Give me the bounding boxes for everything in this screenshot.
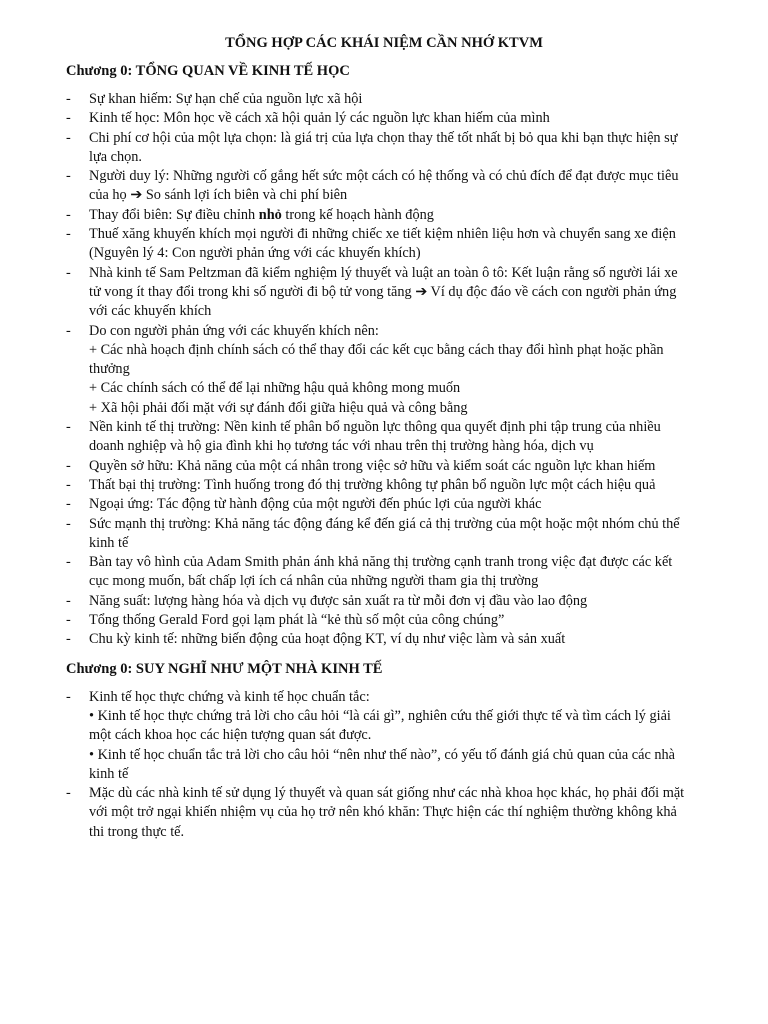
list-item: [0, 553, 768, 592]
dash-bullet: -: [66, 419, 71, 436]
dash-bullet: -: [66, 129, 71, 146]
list-item: [0, 206, 768, 225]
list-item-text: Bàn tay vô hình của Adam Smith phản ánh khả năng thị trường cạnh tranh trong việc đạt được các kết cục mong muốn, bất chấp lợi ích cá nhân của những người tham gia thị trường: [89, 554, 673, 590]
list-item-text: Sức mạnh thị trường: Khả năng tác động đáng kể đến giá cả thị trường của một hoặc một nhóm chủ thể kinh tế: [89, 515, 680, 551]
list-item: [0, 264, 768, 322]
list-item: [0, 630, 768, 649]
list-item: [0, 592, 768, 611]
list-item: [0, 688, 768, 784]
list-item-text: Thay đổi biên: Sự điều chỉnh: [89, 206, 259, 223]
list-item: [0, 495, 768, 514]
dash-bullet: -: [66, 226, 71, 243]
list-item: [0, 457, 768, 476]
document-title: TỔNG HỢP CÁC KHÁI NIỆM CẦN NHỚ KTVM: [225, 35, 543, 51]
dash-bullet: -: [66, 785, 71, 802]
list-item-text: Kinh tế học: Môn học về cách xã hội quản lý các nguồn lực khan hiếm của mình: [89, 110, 550, 127]
section-list-1: [0, 90, 768, 650]
list-item-line: Kinh tế học thực chứng và kinh tế học chuẩn tắc:: [89, 688, 370, 705]
list-item-text: Chi phí cơ hội của một lựa chọn: là giá trị của lựa chọn thay thế tốt nhất bị bỏ qua khi bạn thực hiện sự lựa chọn.: [89, 129, 678, 165]
dash-bullet: -: [66, 554, 71, 571]
dash-bullet: -: [66, 168, 71, 185]
list-item-text: Sự khan hiếm: Sự hạn chế của nguồn lực xã hội: [89, 91, 363, 107]
list-item-text: Thuế xăng khuyến khích mọi người đi những chiếc xe tiết kiệm nhiên liệu hơn và chuyển sang xe điện (Nguyên lý 4: Con người phản ứng với các khuyến khích): [89, 226, 676, 262]
list-item-text: Năng suất: lượng hàng hóa và dịch vụ được sản xuất ra từ mỗi đơn vị đầu vào lao động: [89, 592, 588, 609]
list-item-line: • Kinh tế học chuẩn tắc trả lời cho câu hỏi “nên như thế nào”, có yếu tố đánh giá chủ quan của các nhà kinh tế: [89, 746, 676, 782]
list-item-line: Do con người phản ứng với các khuyến khích nên:: [89, 322, 379, 339]
list-item: [0, 476, 768, 495]
list-item-line: • Kinh tế học thực chứng trả lời cho câu hỏi “là cái gì”, nghiên cứu thế giới thực tế và tìm cách lý giải một cách khoa học các hiện tượng quan sát được.: [89, 707, 671, 744]
dash-bullet: -: [66, 515, 71, 532]
list-item-line: + Các chính sách có thể để lại những hậu quả không mong muốn: [89, 380, 461, 397]
list-item-text: Chu kỳ kinh tế: những biến động của hoạt động KT, ví dụ như việc làm và sản xuất: [89, 631, 566, 648]
dash-bullet: -: [66, 496, 71, 513]
emphasis-text: nhỏ: [258, 206, 282, 223]
list-item: [0, 611, 768, 630]
list-item-text: Người duy lý: Những người cố gắng hết sức một cách có hệ thống và có chủ đích để đạt được mục tiêu của họ ➔ So sánh lợi ích biên và chi phí biên: [89, 168, 679, 204]
dash-bullet: -: [66, 206, 71, 223]
list-item-line: + Các nhà hoạch định chính sách có thể thay đổi các kết cục bằng cách thay đổi hình phạt hoặc phần thưởng: [89, 341, 664, 378]
list-item: [0, 225, 768, 264]
list-item-line: + Xã hội phải đối mặt với sự đánh đổi giữa hiệu quả và công bằng: [89, 399, 468, 416]
dash-bullet: -: [66, 631, 71, 648]
dash-bullet: -: [66, 688, 71, 705]
list-item-text: Quyền sở hữu: Khả năng của một cá nhân trong việc sở hữu và kiểm soát các nguồn lực khan hiếm: [89, 457, 656, 474]
list-item-text: Tổng thống Gerald Ford gọi lạm phát là “kẻ thù số một của công chúng”: [89, 612, 505, 629]
list-item-text: Mặc dù các nhà kinh tế sử dụng lý thuyết và quan sát giống như các nhà khoa học khác, họ phải đối mặt với một trở ngại khiến nhiệm vụ của họ trở nên khó khăn: Thực hiện các thí nghiệm thường không khả thi trong thực tế.: [89, 785, 685, 840]
list-item-text: Nền kinh tế thị trường: Nền kinh tế phân bổ nguồn lực thông qua quyết định phi tập trung của nhiều doanh nghiệp và hộ gia đình khi họ tương tác với nhau trên thị trường hàng hóa, dịch vụ: [89, 419, 661, 455]
dash-bullet: -: [66, 592, 71, 609]
dash-bullet: -: [66, 457, 71, 474]
list-item-text: Thất bại thị trường: Tình huống trong đó thị trường không tự phân bổ nguồn lực một cách hiệu quả: [89, 476, 656, 493]
list-item: [0, 322, 768, 418]
section-list-2: [0, 688, 768, 842]
dash-bullet: -: [66, 264, 71, 281]
dash-bullet: -: [66, 322, 71, 339]
list-item: [0, 784, 768, 842]
list-item: [0, 167, 768, 206]
list-item-text: Ngoại ứng: Tác động từ hành động của một người đến phúc lợi của người khác: [89, 496, 542, 513]
dash-bullet: -: [66, 476, 71, 493]
dash-bullet: -: [66, 91, 71, 107]
list-item-text: Nhà kinh tế Sam Peltzman đã kiểm nghiệm lý thuyết và luật an toàn ô tô: Kết luận rằng số người lái xe tử vong ít thay đổi trong khi số người đi bộ tử vong tăng ➔ Ví dụ độc đáo về cách con người phản ứng với các khuyến khích: [89, 264, 678, 320]
dash-bullet: -: [66, 612, 71, 629]
list-item: [0, 109, 768, 128]
dash-bullet: -: [66, 110, 71, 127]
list-item: [0, 515, 768, 554]
section-heading-2: Chương 0: SUY NGHĨ NHƯ MỘT NHÀ KINH TẾ: [66, 660, 383, 677]
list-item: [0, 418, 768, 457]
list-item: [0, 90, 768, 109]
list-item-text: trong kế hoạch hành động: [281, 206, 434, 223]
list-item: [0, 129, 768, 168]
section-heading-1: Chương 0: TỔNG QUAN VỀ KINH TẾ HỌC: [66, 63, 350, 79]
